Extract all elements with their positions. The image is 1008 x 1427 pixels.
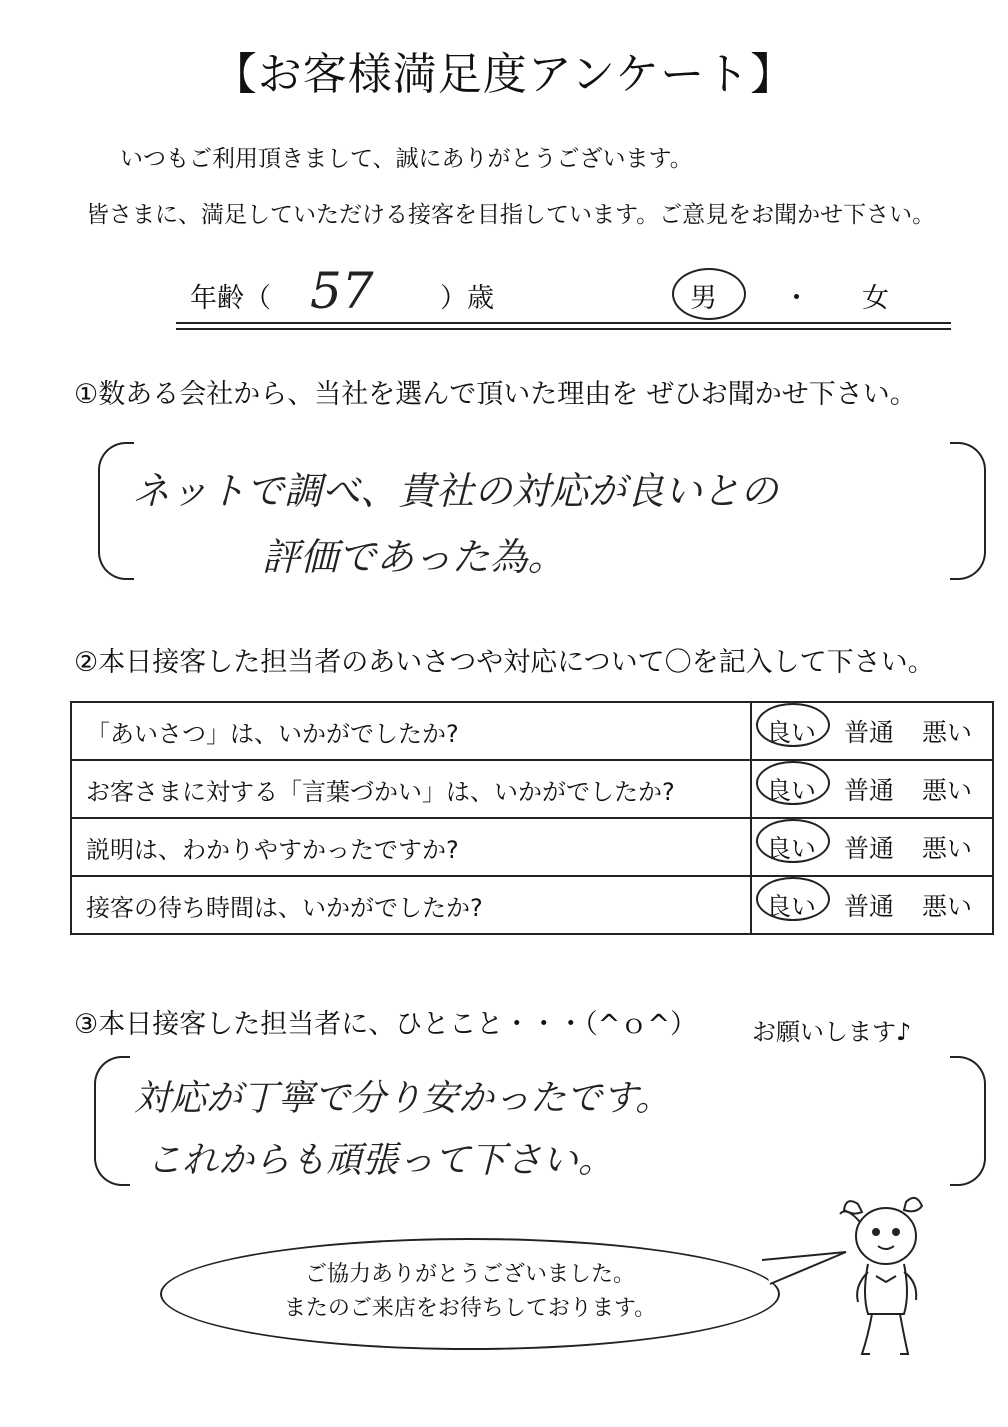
- profile-underline-top: [176, 322, 951, 324]
- rating-options: [751, 760, 993, 818]
- rating-options: [751, 702, 993, 760]
- option-bad[interactable]: 悪い: [921, 892, 972, 921]
- option-good[interactable]: 良い: [752, 771, 830, 807]
- option-good[interactable]: 良い: [752, 713, 830, 749]
- intro-line-2: 皆さまに、満足していただける接客を目指しています。ご意見をお聞かせ下さい。: [86, 202, 936, 228]
- gender-female[interactable]: 女: [862, 283, 889, 314]
- row-label: お客さまに対する「言葉づかい」は、いかがでしたか?: [71, 760, 751, 818]
- table-row: [71, 760, 993, 818]
- option-bad[interactable]: 悪い: [921, 776, 972, 805]
- option-good[interactable]: 良い: [752, 887, 830, 923]
- option-normal[interactable]: 普通: [843, 834, 894, 863]
- closing-line-2: またのご来店をお待ちしております。: [283, 1296, 657, 1321]
- q2-question: ②本日接客した担当者のあいさつや対応について〇を記入して下さい。: [74, 647, 935, 678]
- table-row: [71, 702, 993, 760]
- q3-bracket-right: [950, 1056, 986, 1186]
- satisfaction-table: [70, 701, 994, 935]
- q3-bracket-left: [94, 1056, 130, 1186]
- intro-line-1: いつもご利用頂きまして、誠にありがとうございます。: [120, 146, 693, 172]
- rating-options: [751, 818, 993, 876]
- option-normal[interactable]: 普通: [843, 718, 894, 747]
- row-label: 「あいさつ」は、いかがでしたか?: [71, 702, 751, 760]
- q1-answer-line-2[interactable]: 評価であった為。: [262, 535, 566, 579]
- option-bad[interactable]: 悪い: [921, 834, 972, 863]
- table-row: [71, 818, 993, 876]
- profile-underline-bottom: [176, 328, 951, 330]
- option-normal[interactable]: 普通: [843, 776, 894, 805]
- age-value[interactable]: 57: [310, 262, 374, 320]
- q3-question: ③本日接客した担当者に、ひとこと・・・（^ｏ^）: [74, 1009, 697, 1040]
- gender-male[interactable]: 男: [690, 283, 717, 314]
- rating-options: [751, 876, 993, 934]
- age-label: 年齢（: [190, 283, 271, 314]
- gender-separator: ・: [783, 283, 810, 314]
- q3-answer-line-2[interactable]: これからも頑張って下さい。: [146, 1140, 615, 1181]
- q3-answer-line-1[interactable]: 対応が丁寧で分り安かったです。: [134, 1078, 672, 1119]
- row-label: 説明は、わかりやすかったですか?: [71, 818, 751, 876]
- q1-answer-line-1[interactable]: ネットで調べ、貴社の対応が良いとの: [132, 469, 779, 513]
- option-good[interactable]: 良い: [752, 829, 830, 865]
- age-suffix: ）歳: [440, 283, 494, 314]
- page-title: 【お客様満足度アンケート】: [212, 49, 796, 100]
- q1-bracket-right: [950, 442, 986, 580]
- closing-bubble: [160, 1238, 780, 1350]
- table-row: [71, 876, 993, 934]
- q1-question: ①数ある会社から、当社を選んで頂いた理由を ぜひお聞かせ下さい。: [74, 379, 917, 410]
- q3-request: お願いします♪: [752, 1018, 912, 1046]
- row-label: 接客の待ち時間は、いかがでしたか?: [71, 876, 751, 934]
- bear-mascot-icon: [828, 1192, 938, 1372]
- option-bad[interactable]: 悪い: [921, 718, 972, 747]
- option-normal[interactable]: 普通: [843, 892, 894, 921]
- closing-line-1: ご協力ありがとうございました。: [304, 1262, 635, 1287]
- q1-bracket-left: [98, 442, 134, 580]
